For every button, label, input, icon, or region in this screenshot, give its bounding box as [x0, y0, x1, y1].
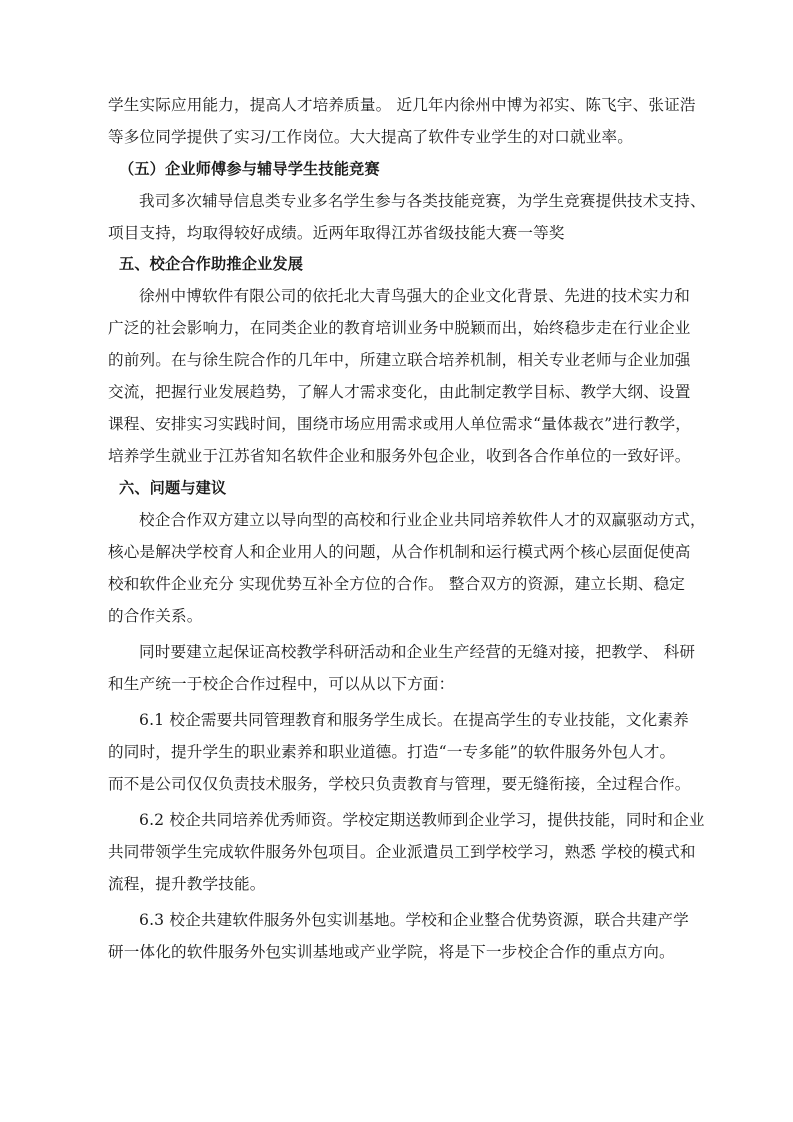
text-line: 徐州中博软件有限公司的依托北大青鸟强大的企业文化背景、先进的技术实力和: [139, 287, 691, 305]
text-line: 核心是解决学校育人和企业用人的问题，从合作机制和运行模式两个核心层面促使高: [108, 543, 691, 561]
text-line: 研一体化的软件服务外包实训基地或产业学院，将是下一步校企合作的重点方向。: [108, 943, 675, 961]
text-line: 6.1 校企需要共同管理教育和服务学生成长。在提高学生的专业技能，文化素养: [139, 711, 689, 729]
text-line: 校企合作双方建立以导向型的高校和行业企业共同培养软件人才的双赢驱动方式，: [139, 511, 706, 529]
section-heading: （五）企业师傅参与辅导学生技能竞赛: [119, 160, 380, 178]
text-line: 校和软件企业充分 实现优势互补全方位的合作。 整合双方的资源，建立长期、稳定: [108, 575, 685, 593]
text-line: 课程、安排实习实践时间，围绕市场应用需求或用人单位需求“量体裁衣”进行教学，: [108, 415, 692, 433]
text-line: 和生产统一于校企合作过程中，可以从以下方面：: [108, 675, 455, 693]
text-line: 的合作关系。: [108, 607, 203, 625]
text-line: 而不是公司仅仅负责技术服务，学校只负责教育与管理，要无缝衔接，全过程合作。: [108, 775, 691, 793]
section-heading: 五、校企合作助推企业发展: [119, 255, 304, 273]
text-line: 共同带领学生完成软件服务外包项目。企业派遣员工到学校学习，熟悉 学校的模式和: [108, 843, 696, 861]
text-line: 等多位同学提供了实习/工作岗位。大大提高了软件专业学生的对口就业率。: [108, 128, 633, 146]
text-line: 项目支持，均取得较好成绩。近两年取得江苏省级技能大赛一等奖: [108, 224, 565, 242]
text-line: 同时要建立起保证高校教学科研活动和企业生产经营的无缝对接，把教学、 科研: [139, 643, 696, 661]
text-line: 6.3 校企共建软件服务外包实训基地。学校和企业整合优势资源，联合共建产学: [139, 911, 689, 929]
text-line: 交流，把握行业发展趋势，了解人才需求变化，由此制定教学目标、教学大纲、设置: [108, 383, 691, 401]
text-line: 培养学生就业于江苏省知名软件企业和服务外包企业，收到各合作单位的一致好评。: [108, 447, 691, 465]
text-line: 的同时，提升学生的职业素养和职业道德。打造“一专多能”的软件服务外包人才。: [108, 743, 676, 761]
text-line: 学生实际应用能力，提高人才培养质量。 近几年内徐州中博为祁实、陈飞宇、张证浩: [108, 96, 696, 114]
text-line: 流程，提升教学技能。: [108, 875, 266, 893]
text-line: 6.2 校企共同培养优秀师资。学校定期送教师到企业学习，提供技能，同时和企业: [139, 811, 705, 829]
text-line: 的前列。在与徐生院合作的几年中，所建立联合培养机制，相关专业老师与企业加强: [108, 351, 691, 369]
text-line: 广泛的社会影响力，在同类企业的教育培训业务中脱颖而出，始终稳步走在行业企业: [108, 319, 691, 337]
section-heading: 六、问题与建议: [119, 479, 227, 497]
text-line: 我司多次辅导信息类专业多名学生参与各类技能竞赛，为学生竞赛提供技术支持、: [139, 192, 706, 210]
